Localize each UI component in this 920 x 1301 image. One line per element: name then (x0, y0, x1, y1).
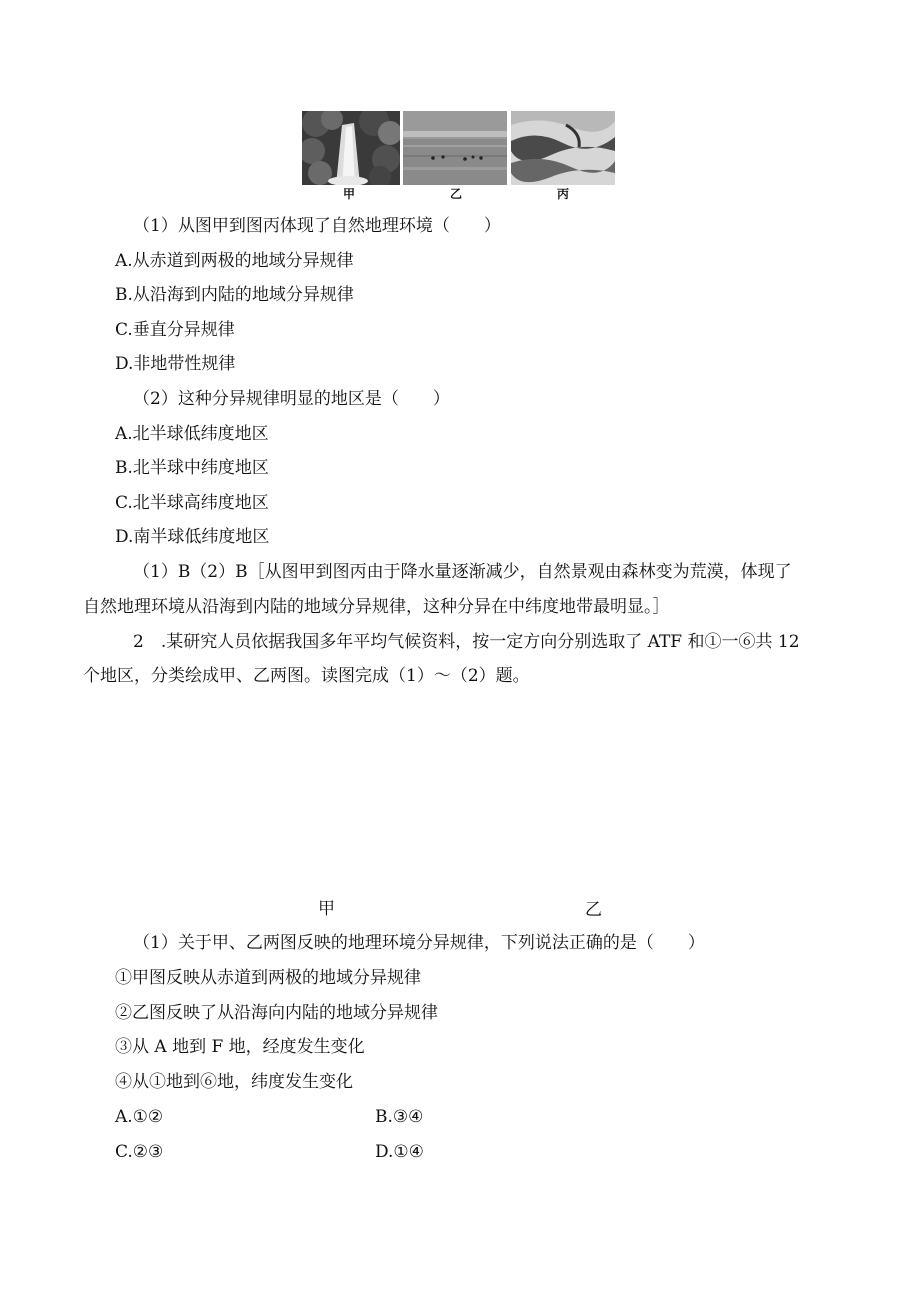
question-3-statement-4: ④从①地到⑥地，纬度发生变化 (115, 1072, 353, 1092)
question-2-option-b: B.北半球中纬度地区 (115, 458, 269, 478)
desert-dunes-photo (511, 111, 615, 185)
photo-label-yi: 乙 (450, 187, 463, 201)
question-3-statement-3: ③从 A 地到 F 地，经度发生变化 (115, 1037, 365, 1057)
figure-label-jia: 甲 (318, 899, 335, 919)
question-1-option-c: C.垂直分异规律 (115, 320, 235, 340)
question-3-stem: （1）关于甲、乙两图反映的地理环境分异规律，下列说法正确的是（ ） (133, 933, 705, 953)
answer-explanation-line-2: 自然地理环境从沿海到内陆的地域分异规律，这种分异在中纬度地带最明显。］ (83, 597, 670, 617)
question-2-option-a: A.北半球低纬度地区 (115, 424, 269, 444)
photo-label-bing: 丙 (557, 187, 570, 201)
landscape-photos (302, 111, 615, 201)
question-3-statement-1: ①甲图反映从赤道到两极的地域分异规律 (115, 968, 421, 988)
question-3-option-c: C.②③ (115, 1142, 164, 1162)
figure-label-yi: 乙 (585, 900, 602, 920)
question-2-option-d: D.南半球低纬度地区 (115, 527, 270, 547)
grassland-animals-photo (403, 111, 507, 185)
question-3-option-d: D.①④ (375, 1142, 424, 1162)
question-1-option-a: A.从赤道到两极的地域分异规律 (115, 251, 354, 271)
question-1-option-d: D.非地带性规律 (115, 354, 236, 374)
waterfall-forest-photo (302, 111, 400, 185)
question-2-option-c: C.北半球高纬度地区 (115, 493, 269, 513)
problem-2-intro-line-1: 2 .某研究人员依据我国多年平均气候资料，按一定方向分别选取了 ATF 和①一⑥共 12 (133, 632, 800, 652)
question-3-statement-2: ②乙图反映了从沿海向内陆的地域分异规律 (115, 1003, 438, 1023)
question-1-option-b: B.从沿海到内陆的地域分异规律 (115, 285, 354, 305)
photo-label-jia: 甲 (343, 187, 356, 201)
question-2-stem: （2）这种分异规律明显的地区是（ ） (133, 389, 450, 409)
question-1-stem: （1）从图甲到图丙体现了自然地理环境（ ） (133, 216, 501, 236)
question-3-option-b: B.③④ (375, 1107, 424, 1127)
problem-2-intro-line-2: 个地区，分类绘成甲、乙两图。读图完成（1）～（2）题。 (83, 666, 530, 686)
question-3-option-a: A.①② (115, 1107, 164, 1127)
answer-explanation-line-1: （1）B（2）B［从图甲到图丙由于降水量逐渐减少，自然景观由森林变为荒漠，体现了 (133, 562, 792, 582)
